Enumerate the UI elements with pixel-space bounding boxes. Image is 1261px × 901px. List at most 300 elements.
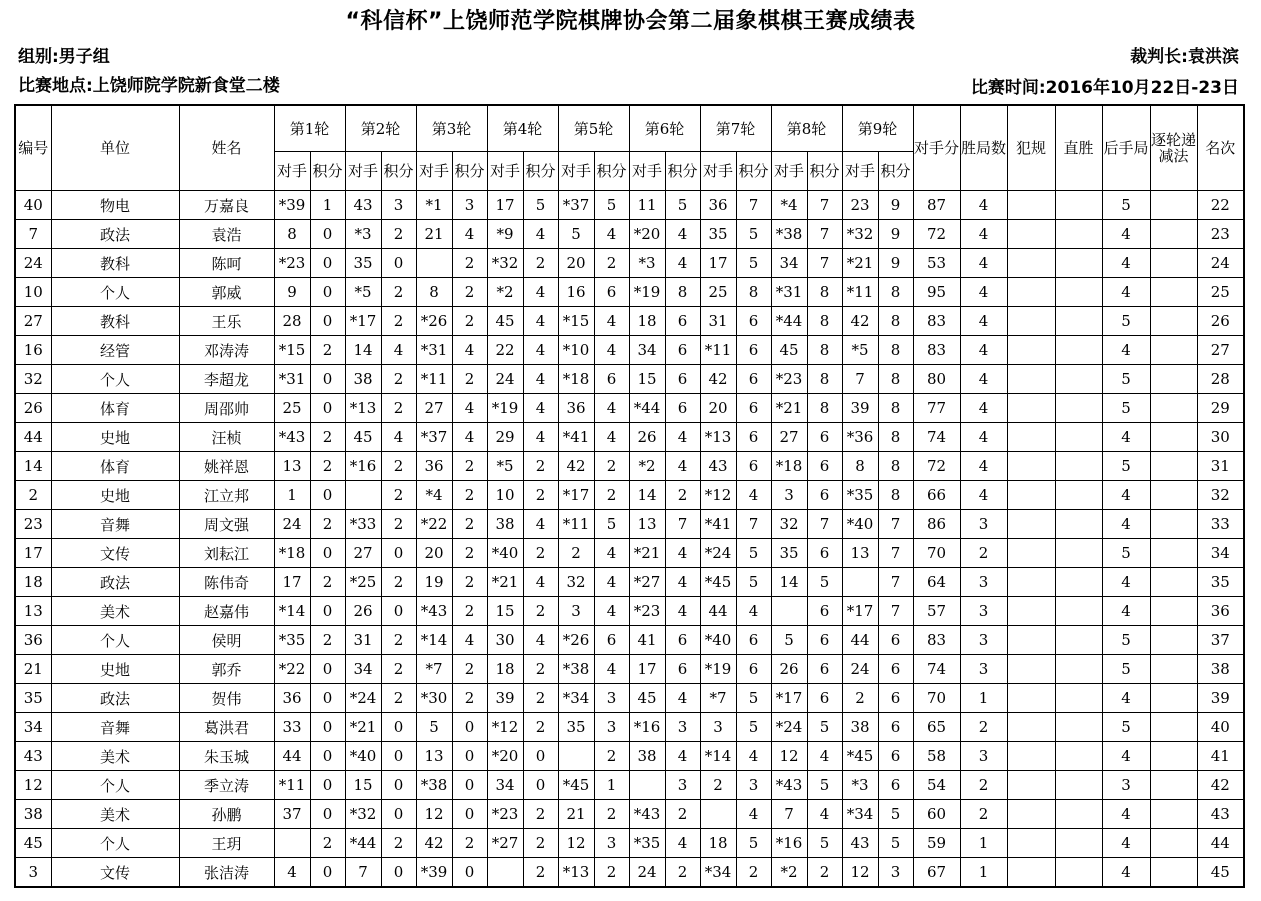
cell-points: 8	[878, 365, 913, 394]
cell-opponent: *3	[345, 220, 381, 249]
cell-opponent: 24	[274, 510, 310, 539]
cell-opponent: *24	[345, 684, 381, 713]
cell-points: 2	[594, 800, 629, 829]
cell-direct-win	[1055, 829, 1102, 858]
cell-direct-win	[1055, 684, 1102, 713]
table-row	[15, 220, 1244, 249]
cell-name: 王乐	[179, 307, 274, 336]
cell-points: 0	[310, 800, 345, 829]
cell-points: 2	[736, 858, 771, 888]
cell-opponent: *13	[345, 394, 381, 423]
cell-points: 7	[665, 510, 700, 539]
cell-points: 4	[594, 539, 629, 568]
score-table	[14, 104, 1245, 888]
header-no: 编号	[15, 105, 51, 191]
cell-points: 5	[594, 510, 629, 539]
cell-points: 7	[878, 510, 913, 539]
cell-opponent: *19	[700, 655, 736, 684]
cell-opponent: *17	[345, 307, 381, 336]
cell-opponent: 45	[629, 684, 665, 713]
cell-opponent: *1	[416, 191, 452, 220]
cell-opponent: 36	[416, 452, 452, 481]
cell-opponent: 17	[629, 655, 665, 684]
cell-points: 2	[381, 481, 416, 510]
cell-rank: 42	[1197, 771, 1244, 800]
cell-points: 3	[594, 829, 629, 858]
cell-points: 4	[523, 278, 558, 307]
cell-unit: 美术	[51, 597, 179, 626]
cell-opponent: *23	[771, 365, 807, 394]
cell-unit: 物电	[51, 191, 179, 220]
cell-wins: 4	[960, 452, 1007, 481]
cell-points: 2	[523, 655, 558, 684]
cell-opponent: *21	[771, 394, 807, 423]
cell-foul	[1007, 249, 1055, 278]
cell-opponent: 27	[345, 539, 381, 568]
cell-name: 郭乔	[179, 655, 274, 684]
cell-unit: 政法	[51, 220, 179, 249]
cell-points: 0	[310, 220, 345, 249]
header-name: 姓名	[179, 105, 274, 191]
cell-points: 9	[878, 249, 913, 278]
cell-wins: 3	[960, 742, 1007, 771]
cell-second-hand: 5	[1102, 394, 1150, 423]
cell-direct-win	[1055, 597, 1102, 626]
cell-opponent: *10	[558, 336, 594, 365]
cell-opponent: 29	[487, 423, 523, 452]
cell-name: 陈伟奇	[179, 568, 274, 597]
cell-opponent: *18	[274, 539, 310, 568]
cell-opponent: *11	[700, 336, 736, 365]
cell-points: 2	[452, 539, 487, 568]
cell-points: 2	[381, 626, 416, 655]
cell-opponent: *23	[274, 249, 310, 278]
cell-points: 6	[807, 539, 842, 568]
cell-opponent: *35	[629, 829, 665, 858]
cell-points: 4	[736, 481, 771, 510]
table-row	[15, 191, 1244, 220]
cell-direct-win	[1055, 423, 1102, 452]
cell-opponent: *18	[558, 365, 594, 394]
cell-points: 4	[665, 220, 700, 249]
subheader-opponent: 对手	[629, 152, 665, 191]
cell-second-hand: 4	[1102, 742, 1150, 771]
cell-points: 2	[310, 336, 345, 365]
cell-points: 4	[807, 800, 842, 829]
cell-points: 0	[452, 771, 487, 800]
cell-foul	[1007, 742, 1055, 771]
cell-rank: 41	[1197, 742, 1244, 771]
cell-points: 4	[665, 829, 700, 858]
cell-second-hand: 3	[1102, 771, 1150, 800]
cell-points: 6	[665, 365, 700, 394]
cell-opponent: *39	[416, 858, 452, 888]
cell-opp-score: 64	[913, 568, 960, 597]
subheader-opponent: 对手	[416, 152, 452, 191]
cell-points: 5	[807, 568, 842, 597]
cell-opponent: *21	[629, 539, 665, 568]
table-row	[15, 307, 1244, 336]
cell-name: 袁浩	[179, 220, 274, 249]
cell-second-hand: 4	[1102, 829, 1150, 858]
cell-points: 3	[878, 858, 913, 888]
cell-opponent: *36	[842, 423, 878, 452]
cell-opponent: 16	[558, 278, 594, 307]
cell-points: 2	[523, 713, 558, 742]
cell-name: 季立涛	[179, 771, 274, 800]
cell-points: 4	[452, 423, 487, 452]
cell-opponent: *3	[842, 771, 878, 800]
cell-points: 4	[665, 684, 700, 713]
subheader-points: 积分	[381, 152, 416, 191]
cell-second-hand: 4	[1102, 423, 1150, 452]
cell-name: 郭威	[179, 278, 274, 307]
cell-points: 2	[452, 365, 487, 394]
cell-points: 6	[807, 655, 842, 684]
cell-opponent: 8	[416, 278, 452, 307]
cell-direct-win	[1055, 191, 1102, 220]
cell-opponent: 36	[558, 394, 594, 423]
cell-points: 2	[452, 278, 487, 307]
cell-opponent: 14	[629, 481, 665, 510]
cell-direct-win	[1055, 278, 1102, 307]
subheader-opponent: 对手	[771, 152, 807, 191]
cell-points: 5	[736, 568, 771, 597]
cell-wins: 4	[960, 336, 1007, 365]
cell-opponent: *31	[274, 365, 310, 394]
cell-rank: 25	[1197, 278, 1244, 307]
cell-points: 6	[807, 626, 842, 655]
table-row	[15, 394, 1244, 423]
cell-opponent: 35	[771, 539, 807, 568]
cell-rank: 24	[1197, 249, 1244, 278]
cell-name: 周邵帅	[179, 394, 274, 423]
cell-points: 6	[807, 684, 842, 713]
cell-opponent: 45	[487, 307, 523, 336]
header-second-hand: 后手局	[1102, 105, 1150, 191]
cell-points: 6	[736, 365, 771, 394]
cell-second-hand: 5	[1102, 307, 1150, 336]
cell-opponent	[700, 800, 736, 829]
cell-second-hand: 5	[1102, 365, 1150, 394]
cell-no: 17	[15, 539, 51, 568]
cell-opponent: 43	[345, 191, 381, 220]
cell-direct-win	[1055, 336, 1102, 365]
cell-opponent: 36	[700, 191, 736, 220]
cell-opponent: 43	[700, 452, 736, 481]
cell-name: 姚祥恩	[179, 452, 274, 481]
cell-points: 2	[310, 568, 345, 597]
cell-points: 5	[736, 684, 771, 713]
cell-points: 2	[310, 626, 345, 655]
cell-foul	[1007, 510, 1055, 539]
cell-opponent: *13	[700, 423, 736, 452]
cell-unit: 个人	[51, 278, 179, 307]
cell-opp-score: 86	[913, 510, 960, 539]
cell-points: 2	[381, 655, 416, 684]
cell-opp-score: 83	[913, 626, 960, 655]
table-row	[15, 249, 1244, 278]
cell-progressive	[1150, 510, 1197, 539]
cell-progressive	[1150, 568, 1197, 597]
cell-name: 葛洪君	[179, 713, 274, 742]
cell-points: 0	[310, 771, 345, 800]
header-opp-score: 对手分	[913, 105, 960, 191]
header-direct-win: 直胜	[1055, 105, 1102, 191]
cell-points: 6	[665, 336, 700, 365]
table-row	[15, 423, 1244, 452]
cell-points: 4	[594, 655, 629, 684]
cell-points: 5	[523, 191, 558, 220]
cell-rank: 37	[1197, 626, 1244, 655]
cell-rank: 36	[1197, 597, 1244, 626]
cell-points: 8	[665, 278, 700, 307]
cell-no: 12	[15, 771, 51, 800]
cell-points: 6	[665, 626, 700, 655]
cell-points: 0	[381, 858, 416, 888]
cell-opponent: 12	[842, 858, 878, 888]
cell-name: 张洁涛	[179, 858, 274, 888]
cell-opp-score: 72	[913, 452, 960, 481]
cell-no: 13	[15, 597, 51, 626]
cell-foul	[1007, 597, 1055, 626]
subheader-opponent: 对手	[345, 152, 381, 191]
cell-opponent: 15	[629, 365, 665, 394]
cell-points: 4	[594, 307, 629, 336]
cell-opponent: *23	[629, 597, 665, 626]
cell-points: 6	[736, 394, 771, 423]
cell-points: 0	[523, 742, 558, 771]
cell-wins: 3	[960, 597, 1007, 626]
header-round-2: 第2轮	[345, 105, 416, 152]
cell-opponent: *33	[345, 510, 381, 539]
cell-points: 2	[381, 307, 416, 336]
cell-opponent: *27	[629, 568, 665, 597]
cell-opponent: *38	[558, 655, 594, 684]
cell-foul	[1007, 539, 1055, 568]
cell-opp-score: 58	[913, 742, 960, 771]
cell-points: 2	[310, 510, 345, 539]
cell-second-hand: 4	[1102, 278, 1150, 307]
cell-opponent: *44	[771, 307, 807, 336]
cell-opponent: 34	[487, 771, 523, 800]
cell-opponent: *7	[700, 684, 736, 713]
cell-opponent: 27	[416, 394, 452, 423]
cell-foul	[1007, 713, 1055, 742]
cell-points: 3	[594, 713, 629, 742]
cell-points: 0	[452, 742, 487, 771]
cell-opponent: *14	[700, 742, 736, 771]
cell-rank: 31	[1197, 452, 1244, 481]
cell-opponent: *22	[274, 655, 310, 684]
cell-opponent: 18	[629, 307, 665, 336]
cell-points: 3	[665, 713, 700, 742]
cell-opp-score: 70	[913, 539, 960, 568]
cell-opp-score: 60	[913, 800, 960, 829]
cell-points: 6	[594, 626, 629, 655]
cell-unit: 体育	[51, 452, 179, 481]
cell-progressive	[1150, 278, 1197, 307]
cell-opponent: 17	[274, 568, 310, 597]
cell-rank: 39	[1197, 684, 1244, 713]
cell-points: 6	[594, 365, 629, 394]
cell-points: 7	[736, 510, 771, 539]
cell-points: 0	[310, 278, 345, 307]
cell-points: 2	[594, 481, 629, 510]
cell-points: 4	[523, 336, 558, 365]
cell-opponent: *35	[274, 626, 310, 655]
cell-points: 2	[523, 539, 558, 568]
cell-wins: 4	[960, 481, 1007, 510]
cell-points: 0	[310, 481, 345, 510]
cell-points: 7	[807, 220, 842, 249]
cell-unit: 史地	[51, 655, 179, 684]
cell-opponent: *43	[274, 423, 310, 452]
cell-points: 5	[807, 771, 842, 800]
cell-points: 4	[523, 365, 558, 394]
cell-name: 周文强	[179, 510, 274, 539]
cell-points: 2	[381, 452, 416, 481]
cell-unit: 个人	[51, 626, 179, 655]
cell-unit: 音舞	[51, 510, 179, 539]
cell-points: 4	[452, 220, 487, 249]
cell-direct-win	[1055, 771, 1102, 800]
header-round-5: 第5轮	[558, 105, 629, 152]
table-row	[15, 597, 1244, 626]
cell-points: 4	[736, 800, 771, 829]
cell-opponent: *38	[416, 771, 452, 800]
cell-opponent: *21	[345, 713, 381, 742]
cell-opponent: 24	[842, 655, 878, 684]
cell-rank: 30	[1197, 423, 1244, 452]
cell-points: 2	[381, 220, 416, 249]
cell-foul	[1007, 452, 1055, 481]
cell-opponent	[345, 481, 381, 510]
cell-opponent: 17	[700, 249, 736, 278]
cell-wins: 2	[960, 539, 1007, 568]
cell-opponent: 38	[629, 742, 665, 771]
table-row	[15, 800, 1244, 829]
cell-opponent: *43	[629, 800, 665, 829]
cell-direct-win	[1055, 365, 1102, 394]
cell-no: 2	[15, 481, 51, 510]
cell-progressive	[1150, 800, 1197, 829]
cell-points: 8	[878, 452, 913, 481]
cell-points: 0	[310, 539, 345, 568]
cell-points: 2	[381, 365, 416, 394]
cell-opponent: 32	[558, 568, 594, 597]
cell-points: 5	[807, 713, 842, 742]
cell-opponent: *16	[345, 452, 381, 481]
cell-opponent: *22	[416, 510, 452, 539]
cell-opponent: 5	[416, 713, 452, 742]
cell-rank: 43	[1197, 800, 1244, 829]
cell-points: 0	[452, 713, 487, 742]
cell-progressive	[1150, 220, 1197, 249]
cell-points: 6	[807, 481, 842, 510]
cell-opponent: *45	[700, 568, 736, 597]
cell-points: 0	[310, 713, 345, 742]
cell-points: 0	[310, 365, 345, 394]
cell-opponent: *18	[771, 452, 807, 481]
cell-points: 8	[878, 307, 913, 336]
cell-opponent: 20	[558, 249, 594, 278]
cell-points: 4	[665, 539, 700, 568]
cell-points: 2	[452, 568, 487, 597]
cell-points: 5	[736, 220, 771, 249]
cell-opponent: *14	[416, 626, 452, 655]
cell-points: 4	[452, 394, 487, 423]
cell-opponent: 39	[842, 394, 878, 423]
cell-direct-win	[1055, 713, 1102, 742]
cell-opp-score: 66	[913, 481, 960, 510]
cell-second-hand: 4	[1102, 336, 1150, 365]
cell-opp-score: 95	[913, 278, 960, 307]
cell-opponent: 41	[629, 626, 665, 655]
cell-points: 2	[523, 858, 558, 888]
cell-opp-score: 59	[913, 829, 960, 858]
cell-points: 2	[452, 249, 487, 278]
cell-points: 4	[736, 742, 771, 771]
cell-unit: 美术	[51, 800, 179, 829]
cell-opponent	[842, 568, 878, 597]
cell-opponent: *13	[558, 858, 594, 888]
venue-label: 比赛地点:上饶师院学院新食堂二楼	[18, 76, 280, 96]
cell-opponent: 21	[558, 800, 594, 829]
subheader-points: 积分	[523, 152, 558, 191]
cell-foul	[1007, 800, 1055, 829]
cell-progressive	[1150, 771, 1197, 800]
cell-progressive	[1150, 307, 1197, 336]
cell-opponent: 3	[558, 597, 594, 626]
header-progressive: 逐轮递减法	[1150, 105, 1197, 191]
cell-opponent: 34	[345, 655, 381, 684]
cell-points: 6	[878, 626, 913, 655]
cell-opponent: 20	[700, 394, 736, 423]
cell-opp-score: 57	[913, 597, 960, 626]
cell-foul	[1007, 771, 1055, 800]
table-row	[15, 626, 1244, 655]
table-row	[15, 713, 1244, 742]
cell-wins: 1	[960, 858, 1007, 888]
cell-rank: 27	[1197, 336, 1244, 365]
cell-points: 2	[452, 829, 487, 858]
cell-opponent: 37	[274, 800, 310, 829]
cell-foul	[1007, 655, 1055, 684]
cell-points: 2	[381, 684, 416, 713]
cell-points: 0	[310, 742, 345, 771]
cell-opponent: *20	[629, 220, 665, 249]
cell-progressive	[1150, 452, 1197, 481]
cell-unit: 政法	[51, 568, 179, 597]
cell-points: 6	[807, 423, 842, 452]
cell-points: 4	[523, 510, 558, 539]
cell-points: 0	[310, 655, 345, 684]
cell-opponent: 27	[771, 423, 807, 452]
header-round-4: 第4轮	[487, 105, 558, 152]
cell-no: 38	[15, 800, 51, 829]
cell-foul	[1007, 336, 1055, 365]
cell-wins: 4	[960, 220, 1007, 249]
cell-opponent: *34	[700, 858, 736, 888]
cell-points: 0	[381, 539, 416, 568]
cell-opponent: 30	[487, 626, 523, 655]
cell-opponent: *15	[558, 307, 594, 336]
cell-points: 2	[310, 829, 345, 858]
cell-points: 4	[452, 336, 487, 365]
cell-opponent: *35	[842, 481, 878, 510]
cell-opponent: *43	[416, 597, 452, 626]
